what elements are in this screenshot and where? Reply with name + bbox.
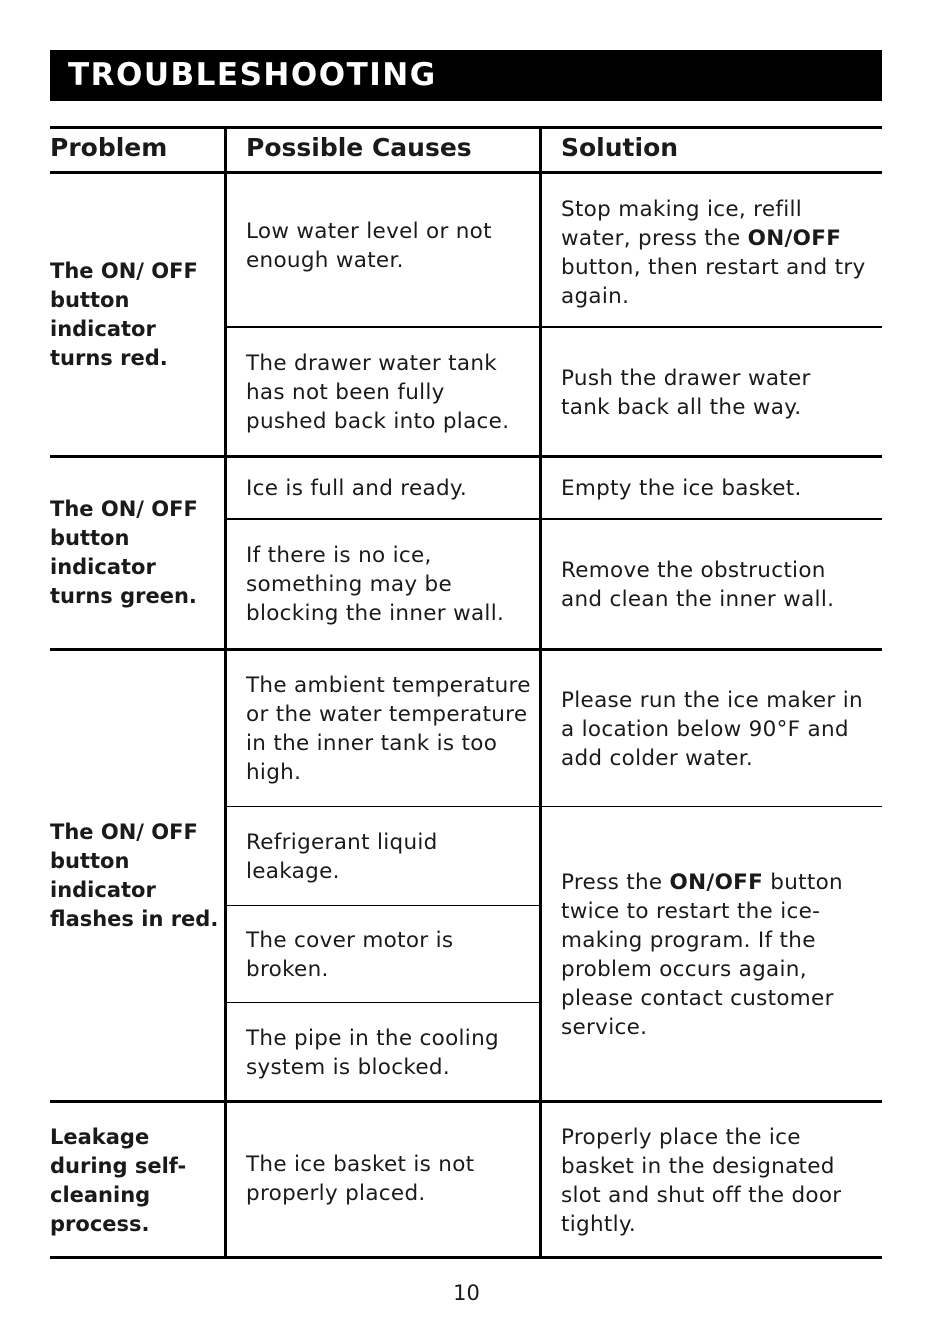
- problem-cell: Leakage during self-cleaning process.: [50, 1125, 187, 1236]
- solution-cell: Stop making ice, refill water, press the ON/OFF button, then restart and try again.: [561, 197, 866, 309]
- row-rule: [227, 518, 882, 520]
- table-bottom-rule: [50, 1256, 882, 1259]
- cause-cell: The ice basket is not properly placed.: [246, 1152, 475, 1206]
- solution-cell: Press the ON/OFF button twice to restart the ice-making program. If the problem occurs again, please contact customer service.: [561, 870, 843, 1040]
- row-rule: [227, 905, 540, 906]
- title-bar: [50, 50, 882, 101]
- page-title: TROUBLESHOOTING: [68, 57, 437, 93]
- column-divider-1: [224, 126, 227, 1259]
- header-solution: Solution: [561, 133, 679, 162]
- solution-cell: Please run the ice maker in a location below 90°F and add colder water.: [561, 688, 863, 771]
- table-top-rule: [50, 126, 882, 129]
- header-problem: Problem: [50, 133, 168, 162]
- cause-cell: The ambient temperature or the water temperature in the inner tank is too high.: [246, 673, 531, 785]
- cause-cell: Low water level or not enough water.: [246, 219, 492, 273]
- problem-cell: The ON/ OFF button indicator turns red.: [50, 259, 198, 370]
- row-rule: [227, 326, 882, 328]
- row-rule: [227, 806, 882, 807]
- solution-cell: Empty the ice basket.: [561, 476, 802, 501]
- cause-cell: The cover motor is broken.: [246, 928, 454, 982]
- group-rule: [50, 455, 882, 458]
- header-possible-causes: Possible Causes: [246, 133, 472, 162]
- page-number: 10: [453, 1281, 480, 1305]
- cause-cell: If there is no ice, something may be blocking the inner wall.: [246, 543, 505, 626]
- cause-cell: Ice is full and ready.: [246, 476, 468, 501]
- column-divider-2: [539, 126, 542, 1259]
- group-rule: [50, 1100, 882, 1103]
- row-rule: [227, 1002, 540, 1003]
- solution-cell: Push the drawer water tank back all the way.: [561, 366, 811, 420]
- cause-cell: The drawer water tank has not been fully pushed back into place.: [246, 351, 510, 434]
- cause-cell: Refrigerant liquid leakage.: [246, 830, 438, 884]
- problem-cell: The ON/ OFF button indicator turns green.: [50, 497, 198, 608]
- group-rule: [50, 648, 882, 651]
- header-bottom-rule: [50, 171, 882, 174]
- solution-cell: Properly place the ice basket in the designated slot and shut off the door tightly.: [561, 1125, 842, 1237]
- cause-cell: The pipe in the cooling system is blocked.: [246, 1026, 499, 1080]
- problem-cell: The ON/ OFF button indicator flashes in red.: [50, 820, 219, 931]
- solution-cell: Remove the obstruction and clean the inner wall.: [561, 558, 835, 612]
